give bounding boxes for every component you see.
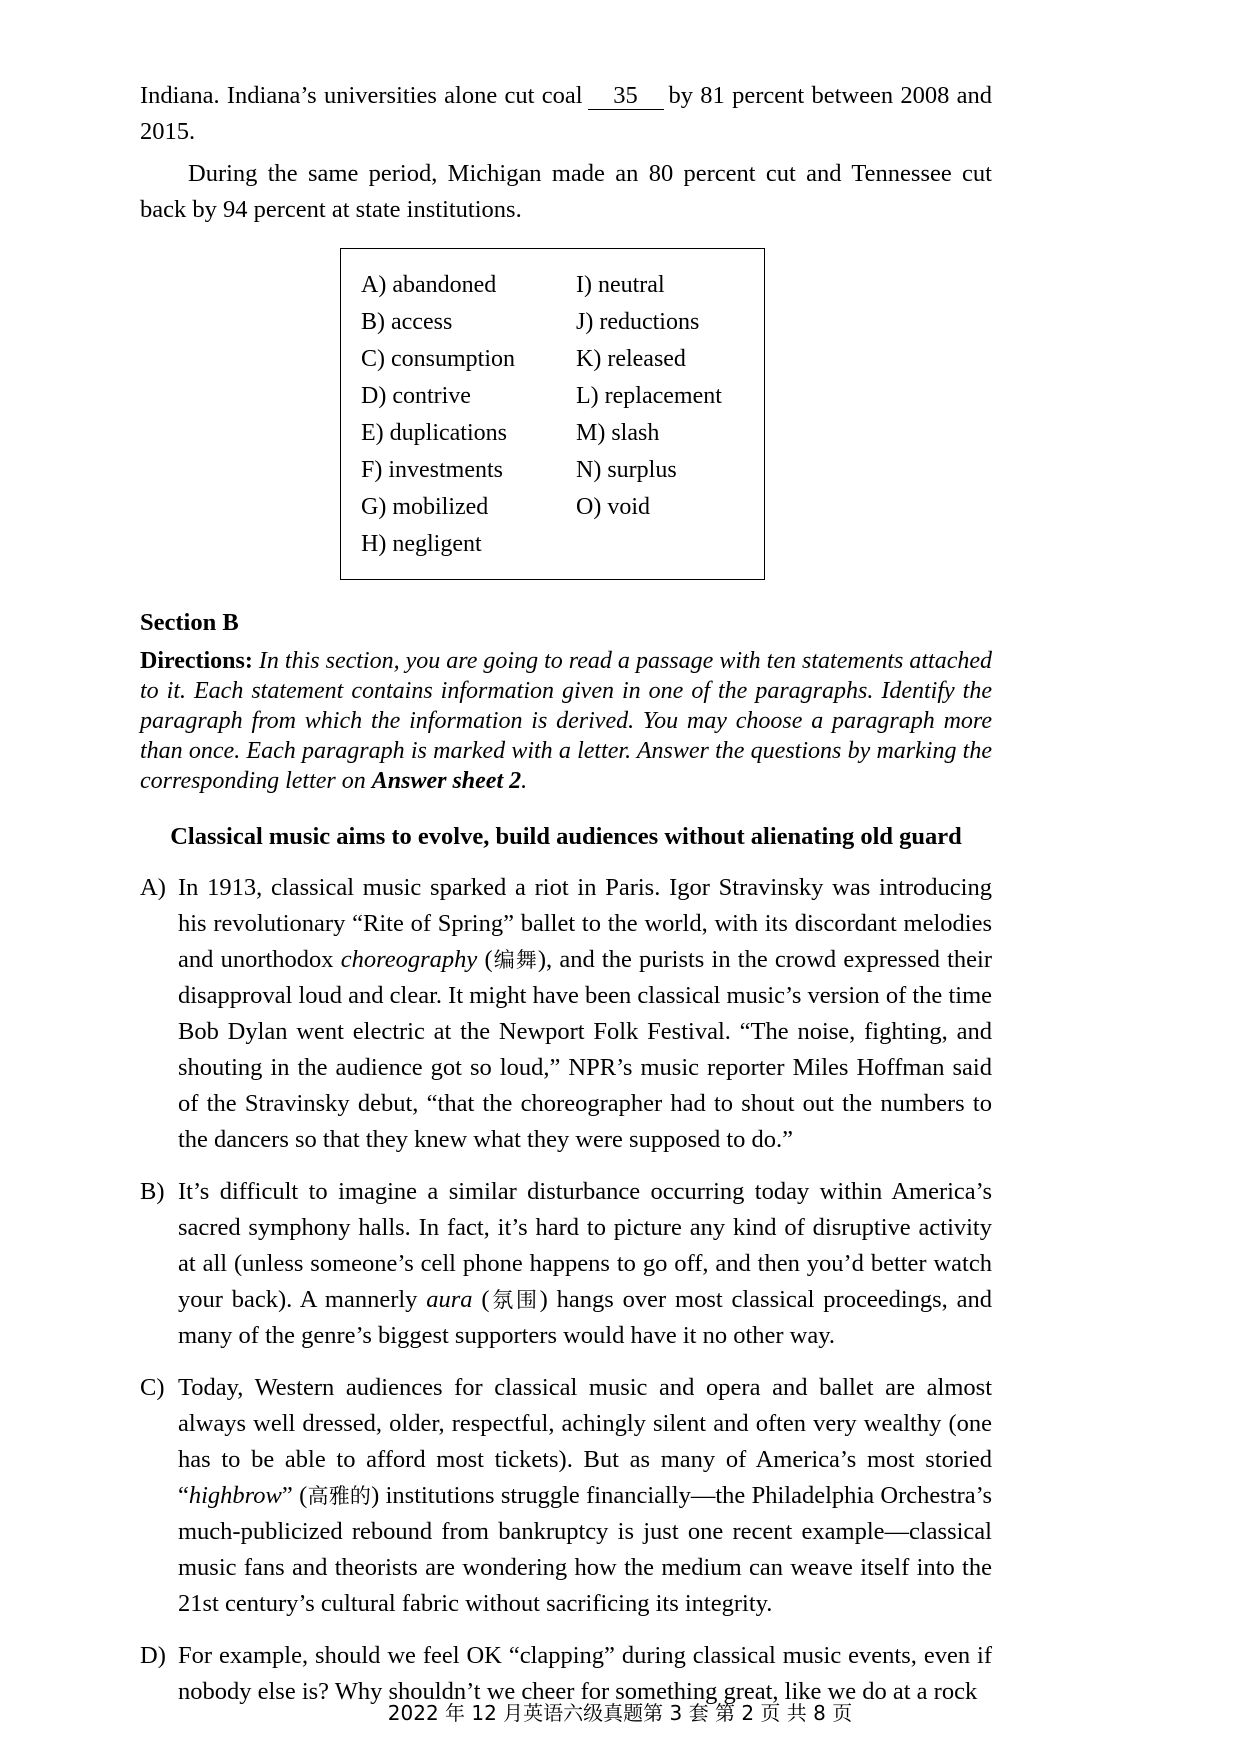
option-i[interactable]: I) neutral [576,272,665,298]
continued-text-prefix: Indiana. Indiana’s universities alone cut coal [140,82,583,109]
page-footer: 2022 年 12 月英语六级真题第 3 套 第 2 页 共 8 页 [387,1701,853,1725]
chinese-gloss: 氛围 [489,1288,540,1312]
paragraph-label-b: B) [140,1178,165,1205]
option-b[interactable]: B) access [361,309,453,335]
directions-label: Directions: [140,648,253,674]
option-empty [576,526,764,563]
paragraph-text-c: Today, Western audiences for classical music and opera and ballet are almost always well dressed, older, respectful, achingly silent and often very wealthy (one has to be able to afford most tickets). But as many of America’s most storied “highbrow” (高雅的) institutions struggle financially—the Philadelphia Orchestra’s much-publicized rebound from bankruptcy is just one recent example—classical music fans and theorists are wondering how the medium can weave itself into the 21st century’s cultural fabric without sacrificing its integrity. [178,1374,992,1617]
option-f[interactable]: F) investments [361,457,503,483]
option-d[interactable]: D) contrive [361,383,471,409]
paragraph-text-b: It’s difficult to imagine a similar disturbance occurring today within America’s sacred symphony halls. In fact, it’s hard to picture any kind of disruptive activity at all (unless someone’s cell phone happens to go off, and then you’d better watch your back). A mannerly aura (氛围) hangs over most classical proceedings, and many of the genre’s biggest supporters would have it no other way. [178,1178,992,1349]
paragraph-during-same-period: During the same period, Michigan made an 80 percent cut and Tennessee cut back by 94 percent at state institutions. [140,160,992,223]
paragraph-text-d: For example, should we feel OK “clapping” during classical music events, even if nobody else is? Why shouldn’t we cheer for something great, like we do at a rock [178,1642,992,1705]
option-a[interactable]: A) abandoned [361,272,497,298]
passage-paragraph-c [140,1370,992,1622]
blank-answer-35[interactable]: 35 [588,83,664,110]
option-m[interactable]: M) slash [576,420,660,446]
paragraph-text-a: In 1913, classical music sparked a riot in Paris. Igor Stravinsky was introducing his revolutionary “Rite of Spring” ballet to the world, with its discordant melodies and unorthodox choreography (编舞), and the purists in the crowd expressed their disapproval loud and clear. It might have been classical music’s version of the time Bob Dylan went electric at the Newport Folk Festival. “The noise, fighting, and shouting in the audience got so loud,” NPR’s music reporter Miles Hoffman said of the Stravinsky debut, “that the choreographer had to shout out the numbers to the dancers so that they knew what they were supposed to do.” [178,874,993,1153]
option-k[interactable]: K) released [576,346,686,372]
emphasis-term: highbrow [188,1482,282,1509]
passage-paragraph-b [140,1174,992,1354]
option-j[interactable]: J) reductions [576,309,700,335]
word-bank-box [340,248,765,580]
chinese-gloss: 编舞 [492,948,538,972]
directions-body-part2: . [521,768,528,794]
option-e[interactable]: E) duplications [361,420,507,446]
emphasis-term: choreography [340,946,478,973]
paragraph-label-d: D) [140,1642,166,1669]
option-h[interactable]: H) negligent [361,531,482,557]
passage-paragraph-a [140,870,992,1158]
article-title: Classical music aims to evolve, build audiences without alienating old guard [170,823,962,850]
continued-paragraph [140,78,992,150]
section-b-heading: Section B [140,609,239,636]
page-content [140,78,992,1710]
continued-text-suffix: by 81 percent between 2008 and 2015. [140,82,992,145]
option-o[interactable]: O) void [576,494,650,520]
option-c[interactable]: C) consumption [361,346,515,372]
option-l[interactable]: L) replacement [576,383,722,409]
directions-answer-sheet: Answer sheet 2 [371,768,522,794]
section-b-directions [140,646,992,796]
option-n[interactable]: N) surplus [576,457,677,483]
paragraph-label-a: A) [140,874,166,901]
paragraph-label-c: C) [140,1374,165,1401]
option-g[interactable]: G) mobilized [361,494,489,520]
emphasis-term: aura [426,1286,473,1313]
chinese-gloss: 高雅的 [307,1484,372,1508]
word-bank-grid [341,267,764,563]
directions-body-part1: In this section, you are going to read a passage with ten statements attached to it. Each statement contains information given in one of the paragraphs. Identify the paragraph from which the information is derived. You may choose a paragraph more than once. Each paragraph is marked with a letter. Answer the questions by marking the corresponding letter on [140,648,993,794]
